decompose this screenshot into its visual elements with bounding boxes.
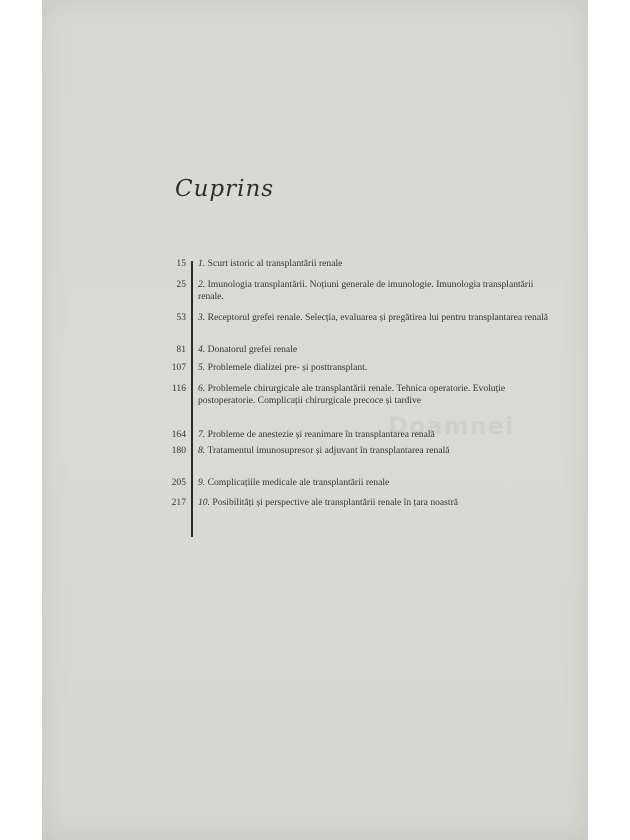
page-title: Cuprins <box>175 176 275 202</box>
toc-chapter-title: Problemele dializei pre- și posttransplant. <box>207 362 368 373</box>
toc-chapter-title: Tratamentul imunosupresor și adjuvant în transplantarea renală <box>207 445 450 456</box>
book-page <box>42 0 588 840</box>
toc-page-number: 15 <box>176 258 186 269</box>
toc-chapter-number: 9. <box>198 477 206 488</box>
toc-chapter-title: Probleme de anestezie și reanimare în transplantarea renală <box>207 429 435 440</box>
table-of-contents <box>148 258 558 548</box>
toc-page-number: 81 <box>176 344 186 355</box>
toc-chapter-title: Posibilități și perspective ale transplantării renale în țara noastră <box>212 497 459 508</box>
toc-chapter-number: 5. <box>198 362 206 373</box>
toc-page-number: 107 <box>171 362 186 373</box>
toc-page-number: 164 <box>171 429 186 440</box>
toc-chapter-number: 8. <box>198 445 206 456</box>
toc-chapter-number: 3. <box>198 312 206 323</box>
toc-chapter-title: Donatorul grefei renale <box>207 344 298 355</box>
toc-chapter-title: Receptorul grefei renale. Selecția, evaluarea și pregătirea lui pentru transplantarea renală <box>207 312 549 323</box>
toc-chapter-title: Problemele chirurgicale ale transplantării renale. Tehnica operatorie. Evoluție postoperatorie. Complicații chirurgicale precoce și tardive <box>198 383 506 406</box>
toc-chapter-number: 7. <box>198 429 206 440</box>
toc-page-number: 180 <box>171 445 186 456</box>
toc-page-number: 25 <box>176 279 186 290</box>
toc-chapter-number: 10. <box>198 497 210 508</box>
toc-chapter-number: 1. <box>198 258 206 269</box>
toc-page-number: 205 <box>171 477 186 488</box>
toc-chapter-title: Complicațiile medicale ale transplantării renale <box>207 477 390 488</box>
toc-chapter-number: 6. <box>198 383 206 394</box>
toc-page-number: 217 <box>171 497 186 508</box>
toc-page-number: 53 <box>176 312 186 323</box>
toc-page-number: 116 <box>171 383 186 394</box>
toc-chapter-number: 4. <box>198 344 206 355</box>
toc-chapter-title: Imunologia transplantării. Noțiuni generale de imunologie. Imunologia transplantării renale. <box>198 279 534 302</box>
toc-chapter-number: 2. <box>198 279 206 290</box>
toc-chapter-title: Scurt istoric al transplantării renale <box>207 258 343 269</box>
watermark: Doamnei <box>388 412 515 440</box>
toc-divider-line <box>191 261 193 537</box>
